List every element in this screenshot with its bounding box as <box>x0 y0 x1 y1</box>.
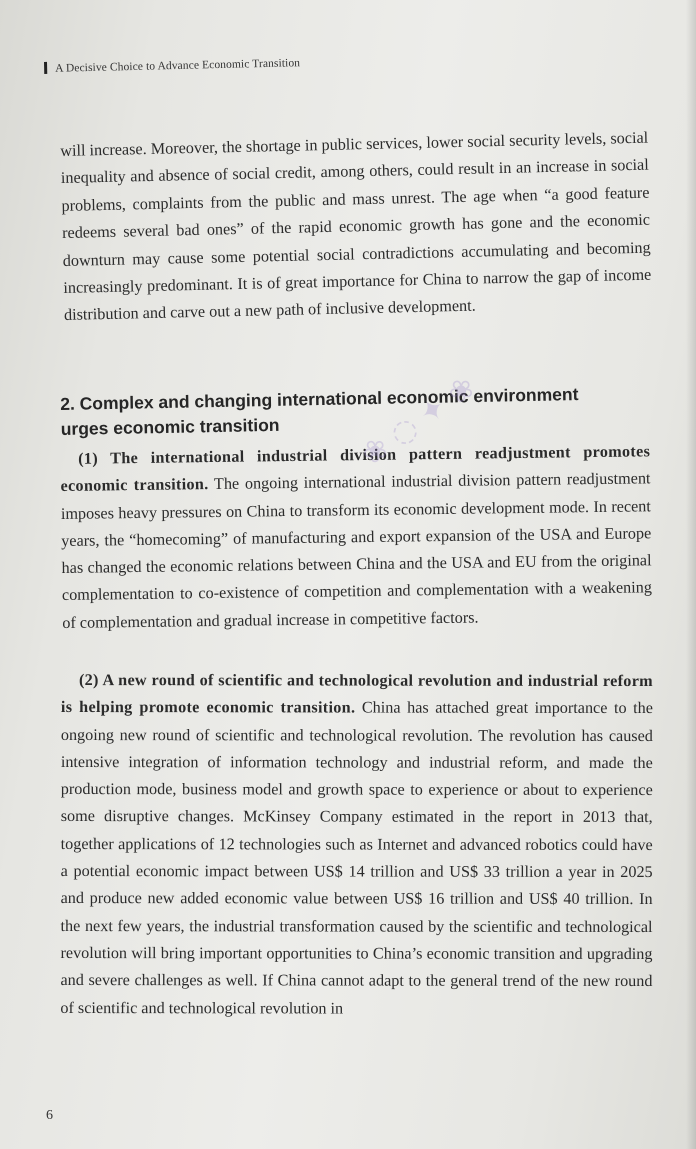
subsection-1-lead: (1) The international industrial division pattern readjustment promotes economic transition. <box>60 442 651 496</box>
subsection-2 <box>60 667 653 1023</box>
running-title: A Decisive Choice to Advance Economic Transition <box>55 57 301 75</box>
header-rule-mark <box>44 62 47 74</box>
running-header <box>44 49 604 75</box>
page-number: 6 <box>46 1108 53 1123</box>
paragraph-text: will increase. Moreover, the shortage in public services, lower social security levels, social inequality and absence of social credit, among others, could result in an increase in social problems, complaints from the public and mass unrest. The age when “a good feature redeems several bad ones” of the rapid economic growth has gone and the economic downturn may cause some potential social contradictions accumulating and becoming increasingly predominant. It is of great importance for China to narrow the gap of income distribution and carve out a new path of inclusive development. <box>60 128 652 325</box>
subsection-1-body: The ongoing international industrial division pattern readjustment imposes heavy pressures on China to transform its economic development mode. In recent years, the “homecoming” of manufacturing and export expansion of the USA and Europe has changed the economic relations between China and the USA and EU from the original complementation to co-existence of competition and complementation with a weakening of complementation and gradual increase in competitive factors. <box>60 469 653 632</box>
subsection-1 <box>60 438 652 637</box>
section-heading: 2. Complex and changing international economic environment urges economic transition <box>60 384 579 439</box>
continued-paragraph <box>60 125 652 330</box>
page-edge-shadow <box>686 0 696 1149</box>
subsection-2-body: China has attached great importance to the ongoing new round of scientific and technological revolution. The revolution has caused intensive integration of information technology and industrial reform, and made the production mode, business model and growth space to experience or about to experience some disruptive changes. McKinsey Company estimated in the report in 2013 that, together applications of 12 technologies such as Internet and advanced robotics could have a potential economic impact between US$ 14 trillion and US$ 33 trillion a year in 2025 and produce new added economic value between US$ 16 trillion and US$ 40 trillion. In the next few years, the industrial transformation caused by the scientific and technological revolution will bring important opportunities to China’s economic transition and upgrading and severe challenges as well. If China cannot adapt to the general trend of the new round of scientific and technological revolution in <box>60 698 653 1018</box>
watermark-stamp: ❀ ◌ ✦ ❀ <box>354 369 482 473</box>
subsection-1-paragraph <box>60 438 652 637</box>
subsection-2-paragraph <box>60 667 653 1023</box>
subsection-2-lead: (2) A new round of scientific and technological revolution and industrial reform is helping promote economic transition. <box>60 671 653 717</box>
